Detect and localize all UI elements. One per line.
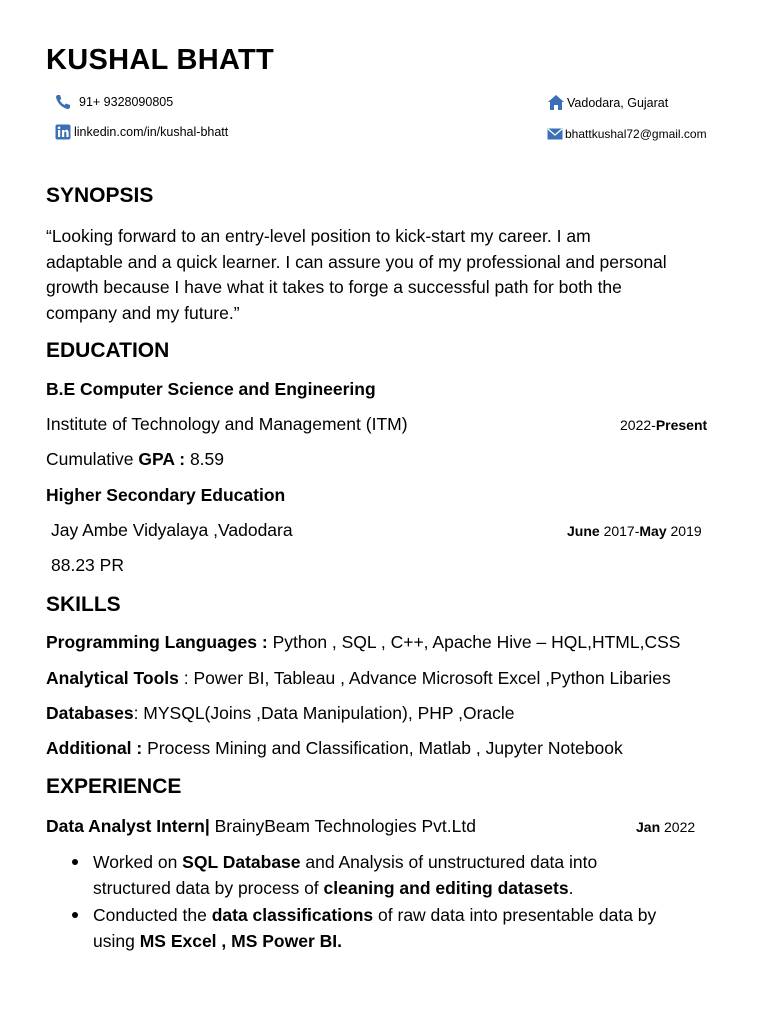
experience-date-month: Jan bbox=[636, 819, 661, 835]
location-contact bbox=[547, 94, 668, 111]
bullet-line bbox=[93, 849, 732, 875]
home-icon bbox=[547, 94, 565, 111]
hs-date-month-end: May bbox=[639, 523, 667, 539]
hs-date-year-start: 2017- bbox=[599, 523, 640, 539]
hs-score: 88.23 PR bbox=[51, 555, 124, 575]
bullet-text-run: and Analysis of unstructured data into bbox=[300, 852, 598, 872]
skill-label: Databases bbox=[46, 703, 134, 723]
skill-label: Additional : bbox=[46, 738, 143, 758]
education-heading: EDUCATION bbox=[46, 339, 170, 362]
synopsis-line: “Looking forward to an entry-level position to kick-start my career. I am bbox=[46, 226, 591, 246]
linkedin-icon bbox=[55, 124, 71, 140]
bullet-dot bbox=[72, 912, 78, 918]
experience-bullet bbox=[72, 849, 732, 901]
gpa-label: GPA : bbox=[138, 449, 186, 469]
bullet-bold-run: data classifications bbox=[211, 905, 374, 925]
phone-contact bbox=[55, 94, 173, 110]
synopsis-line: adaptable and a quick learner. I can assure you of my professional and personal bbox=[46, 251, 667, 272]
skill-value: Process Mining and Classification, Matlab , Jupyter Notebook bbox=[142, 738, 623, 758]
skill-row bbox=[46, 632, 680, 653]
candidate-name: KUSHAL BHATT bbox=[46, 44, 275, 76]
synopsis-line: growth because I have what it takes to forge a successful path for both the bbox=[46, 277, 622, 298]
location-text: Vadodara, Gujarat bbox=[567, 95, 669, 110]
bullet-text-run: of raw data into presentable data by bbox=[373, 905, 657, 925]
bullet-line bbox=[93, 928, 732, 954]
linkedin-link[interactable]: linkedin.com/in/kushal-bhatt bbox=[74, 125, 229, 139]
bullet-text bbox=[93, 902, 732, 954]
skill-value: : MYSQL(Joins ,Data Manipulation), PHP ,Oracle bbox=[133, 703, 515, 723]
experience-date bbox=[636, 819, 695, 835]
hs-date-month-start: June bbox=[567, 523, 600, 539]
gpa-line bbox=[46, 449, 224, 470]
skill-row bbox=[46, 738, 623, 759]
skill-row bbox=[46, 668, 671, 689]
experience-role: Data Analyst Intern| bbox=[46, 816, 210, 836]
experience-company: BrainyBeam Technologies Pvt.Ltd bbox=[209, 816, 476, 836]
degree-title: B.E Computer Science and Engineering bbox=[46, 379, 376, 399]
bullet-bold-run: cleaning and editing datasets bbox=[323, 878, 569, 898]
phone-icon bbox=[55, 94, 73, 110]
bullet-text-run: structured data by process of bbox=[93, 878, 324, 898]
experience-date-year: 2022 bbox=[660, 819, 696, 835]
hs-dates bbox=[567, 523, 702, 539]
bullet-text-run: using bbox=[93, 931, 140, 951]
email-address[interactable]: bhattkushal72@gmail.com bbox=[565, 127, 707, 141]
bullet-text-run: Conducted the bbox=[93, 905, 212, 925]
gpa-value: 8.59 bbox=[185, 449, 225, 469]
synopsis-line: company and my future.” bbox=[46, 302, 240, 323]
bullet-line bbox=[93, 875, 732, 901]
hs-title: Higher Secondary Education bbox=[46, 485, 286, 505]
bullet-bold-run: SQL Database bbox=[182, 852, 301, 872]
bullet-dot bbox=[72, 859, 78, 865]
envelope-icon bbox=[547, 128, 563, 140]
gpa-prefix: Cumulative bbox=[46, 449, 139, 469]
skill-row bbox=[46, 703, 515, 724]
skill-value: Python , SQL , C++, Apache Hive – HQL,HTML,CSS bbox=[267, 632, 681, 652]
bullet-text-run: . bbox=[568, 878, 574, 898]
experience-bullet bbox=[72, 902, 732, 954]
bullet-bold-run: MS Excel , MS Power BI. bbox=[139, 931, 342, 951]
synopsis-heading: SYNOPSIS bbox=[46, 184, 154, 207]
skill-label: Programming Languages : bbox=[46, 632, 268, 652]
experience-title-line bbox=[46, 816, 476, 837]
skill-label: Analytical Tools bbox=[46, 668, 179, 688]
institute-name: Institute of Technology and Management (ITM) bbox=[46, 414, 408, 434]
hs-school: Jay Ambe Vidyalaya ,Vadodara bbox=[51, 520, 293, 540]
institute-date-year: 2022- bbox=[620, 417, 656, 433]
skills-heading: SKILLS bbox=[46, 593, 121, 616]
bullet-text-run: Worked on bbox=[93, 852, 183, 872]
bullet-text bbox=[93, 849, 732, 901]
linkedin-contact[interactable] bbox=[55, 124, 228, 140]
phone-number: 91+ 9328090805 bbox=[79, 95, 174, 109]
skill-value: : Power BI, Tableau , Advance Microsoft Excel ,Python Libaries bbox=[178, 668, 671, 688]
institute-dates bbox=[620, 417, 707, 433]
hs-date-year-end: 2019 bbox=[666, 523, 702, 539]
synopsis-text bbox=[46, 224, 736, 326]
institute-date-status: Present bbox=[655, 417, 708, 433]
experience-heading: EXPERIENCE bbox=[46, 775, 182, 798]
email-contact[interactable] bbox=[547, 127, 707, 141]
bullet-line bbox=[93, 902, 732, 928]
